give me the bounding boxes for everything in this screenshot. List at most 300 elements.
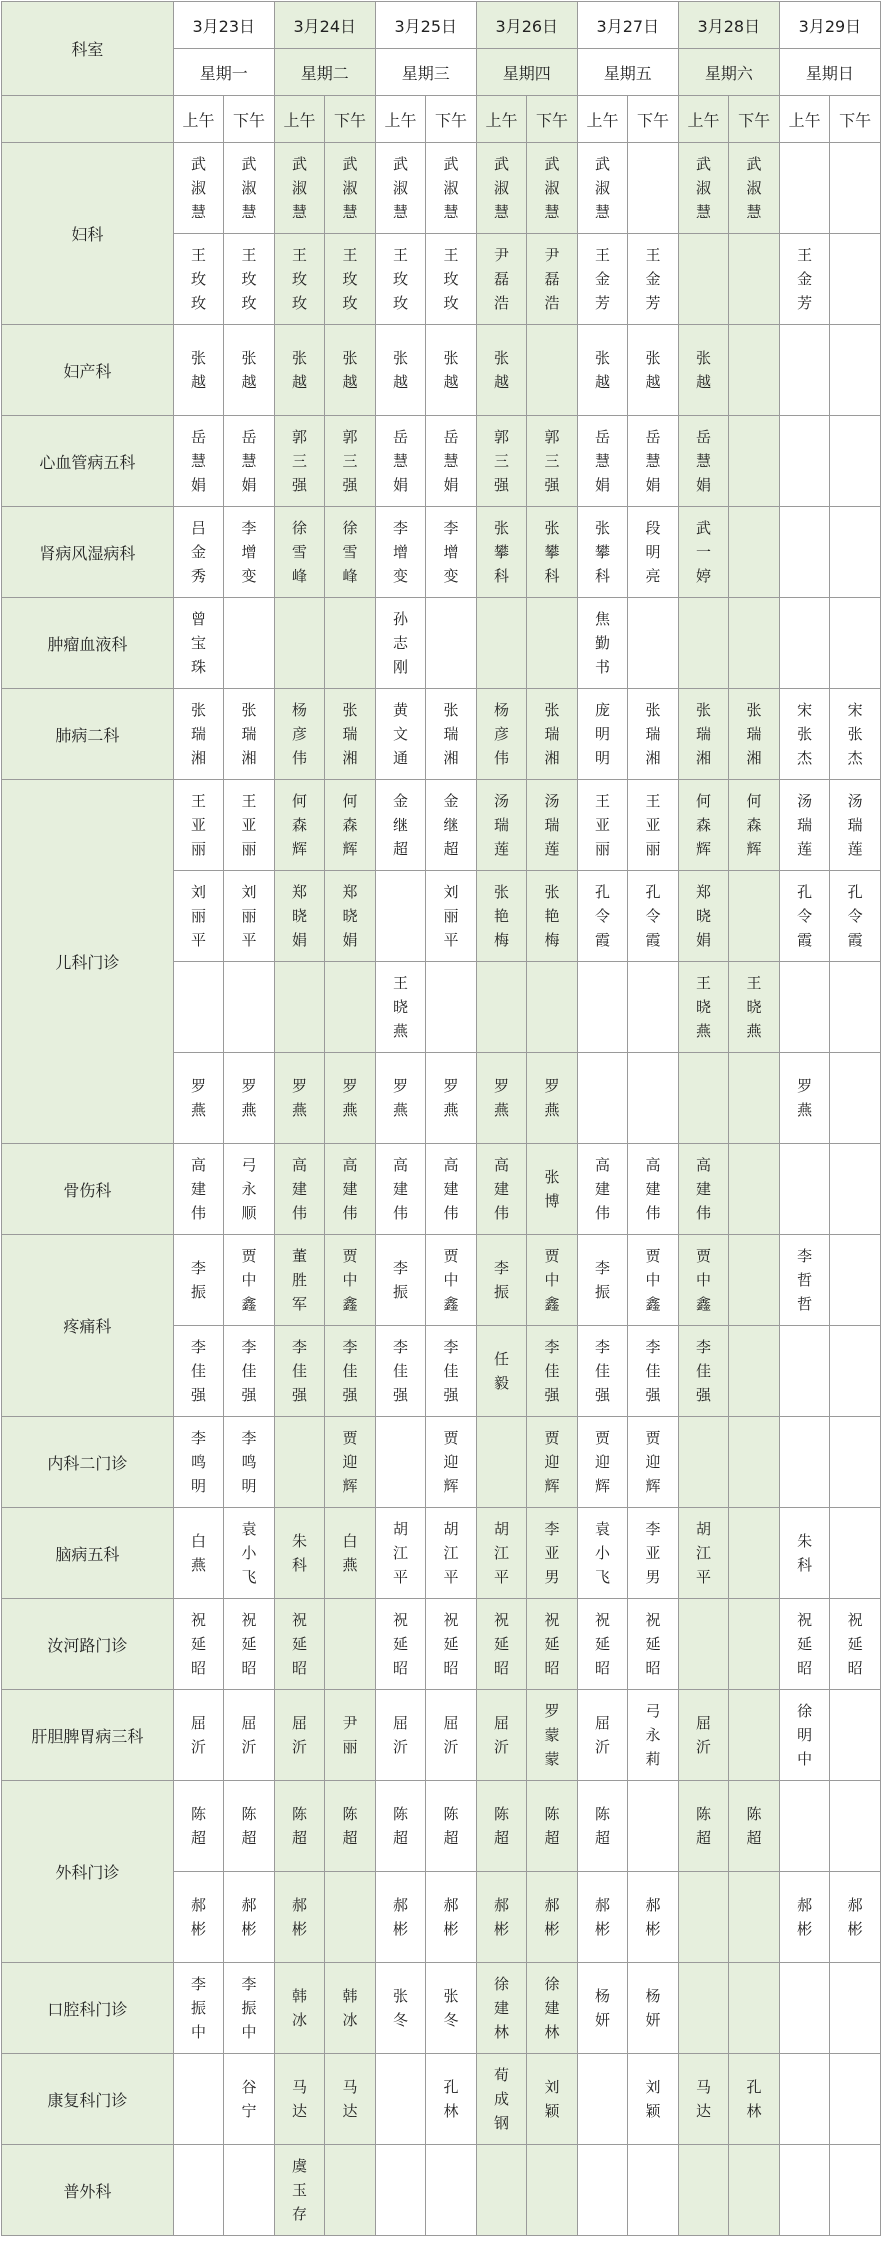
doctor-name: 李佳强 [342, 1338, 358, 1404]
department-name: 普外科 [2, 2145, 174, 2236]
roster-body [2, 2, 881, 2236]
weekday-header: 星期二 [274, 49, 375, 96]
doctor-name: 武淑慧 [746, 155, 762, 221]
doctor-slot [173, 507, 224, 598]
doctor-slot [729, 507, 780, 598]
doctor-name: 王晓燕 [746, 974, 762, 1040]
doctor-name: 贾迎辉 [544, 1429, 560, 1495]
doctor-slot [527, 1144, 578, 1235]
doctor-name: 王亚丽 [645, 792, 661, 858]
doctor-name: 刘丽平 [443, 883, 459, 949]
doctor-name: 张越 [595, 349, 611, 391]
department-name: 口腔科门诊 [2, 1963, 174, 2054]
doctor-slot [779, 1690, 830, 1781]
doctor-slot [224, 1963, 275, 2054]
doctor-slot [527, 1872, 578, 1963]
doctor-slot [426, 1963, 477, 2054]
doctor-name: 胡江平 [443, 1520, 459, 1586]
doctor-slot [830, 416, 881, 507]
doctor-slot [830, 143, 881, 234]
department-name: 心血管病五科 [2, 416, 174, 507]
doctor-slot [426, 416, 477, 507]
doctor-slot [628, 234, 679, 325]
doctor-slot [628, 2054, 679, 2145]
doctor-name: 韩冰 [342, 1987, 358, 2029]
doctor-name: 武淑慧 [393, 155, 409, 221]
doctor-slot [628, 143, 679, 234]
doctor-slot [476, 1144, 527, 1235]
doctor-slot [779, 325, 830, 416]
doctor-name: 李佳强 [190, 1338, 206, 1404]
doctor-name: 李鸣明 [241, 1429, 257, 1495]
doctor-name: 郝彬 [595, 1896, 611, 1938]
doctor-slot [729, 1326, 780, 1417]
doctor-name: 刘丽平 [241, 883, 257, 949]
doctor-slot [476, 598, 527, 689]
doctor-name: 祝延昭 [291, 1611, 307, 1677]
doctor-name: 吕金秀 [190, 519, 206, 585]
doctor-slot [830, 1144, 881, 1235]
doctor-name: 李佳强 [645, 1338, 661, 1404]
doctor-slot [224, 1872, 275, 1963]
doctor-slot [224, 234, 275, 325]
doctor-slot [678, 325, 729, 416]
doctor-slot [779, 1599, 830, 1690]
doctor-name: 孔令霞 [645, 883, 661, 949]
doctor-name: 贾迎辉 [342, 1429, 358, 1495]
doctor-name: 屈沂 [696, 1714, 712, 1756]
doctor-slot [577, 871, 628, 962]
doctor-slot [274, 507, 325, 598]
doctor-name: 庞明明 [595, 701, 611, 767]
doctor-name: 高建伟 [494, 1156, 510, 1222]
doctor-name: 杨彦伟 [494, 701, 510, 767]
doctor-name: 贾中鑫 [696, 1247, 712, 1313]
doctor-slot [577, 1235, 628, 1326]
doctor-slot [729, 1053, 780, 1144]
doctor-slot [274, 1144, 325, 1235]
doctor-slot [830, 780, 881, 871]
doctor-slot [173, 1781, 224, 1872]
doctor-name: 李佳强 [544, 1338, 560, 1404]
doctor-name: 尹丽 [342, 1714, 358, 1756]
doctor-slot [527, 325, 578, 416]
doctor-slot [830, 1872, 881, 1963]
doctor-name: 郝彬 [797, 1896, 813, 1938]
doctor-name: 陈超 [494, 1805, 510, 1847]
doctor-name: 王金芳 [595, 246, 611, 312]
doctor-slot [779, 1326, 830, 1417]
doctor-slot [628, 871, 679, 962]
doctor-slot [375, 2145, 426, 2236]
doctor-slot [729, 871, 780, 962]
doctor-name: 焦勤书 [595, 610, 611, 676]
doctor-slot [678, 1235, 729, 1326]
doctor-slot [577, 416, 628, 507]
dept-header-spacer [2, 96, 174, 143]
doctor-name: 王亚丽 [241, 792, 257, 858]
doctor-slot [224, 871, 275, 962]
doctor-slot [325, 143, 376, 234]
doctor-slot [678, 962, 729, 1053]
doctor-slot [173, 1235, 224, 1326]
doctor-slot [527, 780, 578, 871]
doctor-name: 孔林 [746, 2078, 762, 2120]
department-name: 内科二门诊 [2, 1417, 174, 1508]
schedule-row [2, 598, 881, 689]
doctor-slot [577, 234, 628, 325]
doctor-slot [274, 143, 325, 234]
doctor-name: 胡江平 [393, 1520, 409, 1586]
doctor-slot [325, 1235, 376, 1326]
doctor-slot [476, 962, 527, 1053]
duty-roster-table [1, 1, 881, 2236]
doctor-name: 王玫玫 [393, 246, 409, 312]
doctor-slot [678, 598, 729, 689]
doctor-slot [729, 689, 780, 780]
doctor-name: 张瑞湘 [645, 701, 661, 767]
date-header: 3月23日 [173, 2, 274, 49]
doctor-slot [325, 598, 376, 689]
doctor-slot [476, 1508, 527, 1599]
header-halfday-row [2, 96, 881, 143]
doctor-slot [678, 1053, 729, 1144]
doctor-name: 祝延昭 [241, 1611, 257, 1677]
doctor-slot [779, 2145, 830, 2236]
doctor-slot [224, 2145, 275, 2236]
doctor-name: 虞玉存 [291, 2157, 307, 2223]
doctor-slot [577, 2145, 628, 2236]
doctor-name: 屈沂 [393, 1714, 409, 1756]
doctor-slot [729, 1508, 780, 1599]
doctor-name: 李哲哲 [797, 1247, 813, 1313]
doctor-slot [476, 1690, 527, 1781]
doctor-name: 袁小飞 [241, 1520, 257, 1586]
doctor-slot [729, 1690, 780, 1781]
doctor-name: 罗燕 [393, 1077, 409, 1119]
doctor-slot [274, 2054, 325, 2145]
doctor-slot [426, 234, 477, 325]
doctor-name: 段明亮 [645, 519, 661, 585]
doctor-slot [830, 1326, 881, 1417]
doctor-slot [678, 143, 729, 234]
doctor-name: 张冬 [393, 1987, 409, 2029]
doctor-name: 屈沂 [190, 1714, 206, 1756]
doctor-name: 胡江平 [494, 1520, 510, 1586]
doctor-name: 罗燕 [544, 1077, 560, 1119]
doctor-slot [426, 1417, 477, 1508]
doctor-slot [830, 962, 881, 1053]
doctor-name: 岳慧娟 [443, 428, 459, 494]
doctor-slot [375, 1690, 426, 1781]
doctor-name: 陈超 [443, 1805, 459, 1847]
doctor-slot [375, 780, 426, 871]
doctor-slot [426, 325, 477, 416]
doctor-name: 罗燕 [190, 1077, 206, 1119]
doctor-slot [274, 871, 325, 962]
doctor-slot [779, 2054, 830, 2145]
doctor-name: 孔令霞 [797, 883, 813, 949]
doctor-slot [577, 962, 628, 1053]
doctor-slot [173, 1144, 224, 1235]
doctor-slot [678, 1417, 729, 1508]
doctor-name: 陈超 [595, 1805, 611, 1847]
doctor-name: 张越 [443, 349, 459, 391]
doctor-name: 宋张杰 [797, 701, 813, 767]
doctor-name: 刘颖 [645, 2078, 661, 2120]
doctor-slot [325, 1326, 376, 1417]
doctor-slot [476, 1053, 527, 1144]
doctor-slot [375, 143, 426, 234]
doctor-slot [577, 1872, 628, 1963]
doctor-name: 张越 [342, 349, 358, 391]
doctor-name: 张瑞湘 [696, 701, 712, 767]
doctor-slot [375, 416, 426, 507]
doctor-slot [173, 234, 224, 325]
doctor-slot [678, 1690, 729, 1781]
doctor-name: 袁小飞 [595, 1520, 611, 1586]
am-header: 上午 [678, 96, 729, 143]
doctor-slot [830, 689, 881, 780]
doctor-name: 杨妍 [595, 1987, 611, 2029]
doctor-slot [426, 689, 477, 780]
doctor-name: 徐建林 [544, 1975, 560, 2041]
doctor-name: 李佳强 [696, 1338, 712, 1404]
doctor-name: 王玫玫 [241, 246, 257, 312]
doctor-name: 马达 [291, 2078, 307, 2120]
doctor-slot [325, 1690, 376, 1781]
date-header: 3月28日 [678, 2, 779, 49]
doctor-slot [224, 143, 275, 234]
doctor-slot [375, 1963, 426, 2054]
doctor-name: 胡江平 [696, 1520, 712, 1586]
doctor-slot [628, 1690, 679, 1781]
doctor-slot [173, 143, 224, 234]
doctor-slot [173, 1508, 224, 1599]
date-header: 3月26日 [476, 2, 577, 49]
doctor-name: 岳慧娟 [241, 428, 257, 494]
doctor-slot [476, 507, 527, 598]
doctor-slot [375, 1144, 426, 1235]
doctor-slot [830, 507, 881, 598]
doctor-slot [173, 1053, 224, 1144]
doctor-name: 郝彬 [847, 1896, 863, 1938]
doctor-name: 王玫玫 [443, 246, 459, 312]
doctor-slot [628, 1599, 679, 1690]
doctor-slot [729, 1781, 780, 1872]
am-header: 上午 [476, 96, 527, 143]
doctor-name: 汤瑞莲 [494, 792, 510, 858]
doctor-slot [527, 1599, 578, 1690]
doctor-name: 马达 [696, 2078, 712, 2120]
doctor-name: 马达 [342, 2078, 358, 2120]
pm-header: 下午 [325, 96, 376, 143]
schedule-row [2, 1781, 881, 1872]
doctor-slot [224, 1144, 275, 1235]
doctor-slot [325, 1417, 376, 1508]
doctor-name: 陈超 [393, 1805, 409, 1847]
pm-header: 下午 [628, 96, 679, 143]
doctor-name: 弓永顺 [241, 1156, 257, 1222]
doctor-name: 祝延昭 [190, 1611, 206, 1677]
doctor-name: 郑晓娟 [696, 883, 712, 949]
doctor-slot [729, 598, 780, 689]
doctor-name: 罗燕 [241, 1077, 257, 1119]
doctor-name: 宋张杰 [847, 701, 863, 767]
doctor-slot [729, 780, 780, 871]
doctor-name: 白燕 [342, 1532, 358, 1574]
doctor-slot [173, 416, 224, 507]
schedule-row [2, 2145, 881, 2236]
doctor-name: 张越 [645, 349, 661, 391]
doctor-name: 张瑞湘 [443, 701, 459, 767]
doctor-name: 李振中 [241, 1975, 257, 2041]
doctor-slot [678, 689, 729, 780]
doctor-name: 张冬 [443, 1987, 459, 2029]
doctor-slot [779, 1417, 830, 1508]
doctor-name: 王晓燕 [393, 974, 409, 1040]
doctor-slot [830, 871, 881, 962]
doctor-name: 李增变 [241, 519, 257, 585]
doctor-name: 汤瑞莲 [544, 792, 560, 858]
doctor-name: 贾中鑫 [443, 1247, 459, 1313]
doctor-name: 郝彬 [443, 1896, 459, 1938]
doctor-slot [274, 1235, 325, 1326]
doctor-slot [426, 2145, 477, 2236]
department-name: 妇科 [2, 143, 174, 325]
doctor-name: 郭三强 [544, 428, 560, 494]
doctor-name: 郝彬 [291, 1896, 307, 1938]
doctor-name: 谷宁 [241, 2078, 257, 2120]
doctor-slot [628, 1053, 679, 1144]
doctor-slot [779, 1781, 830, 1872]
doctor-name: 刘丽平 [190, 883, 206, 949]
doctor-slot [729, 325, 780, 416]
doctor-name: 郑晓娟 [291, 883, 307, 949]
doctor-name: 杨彦伟 [291, 701, 307, 767]
weekday-header: 星期五 [577, 49, 678, 96]
doctor-slot [173, 1872, 224, 1963]
doctor-slot [274, 780, 325, 871]
doctor-slot [173, 962, 224, 1053]
doctor-slot [577, 325, 628, 416]
doctor-slot [375, 598, 426, 689]
doctor-slot [577, 1326, 628, 1417]
doctor-slot [375, 689, 426, 780]
doctor-slot [325, 962, 376, 1053]
doctor-slot [779, 598, 830, 689]
doctor-slot [628, 1144, 679, 1235]
doctor-name: 武淑慧 [190, 155, 206, 221]
doctor-slot [527, 689, 578, 780]
doctor-name: 武淑慧 [342, 155, 358, 221]
doctor-slot [375, 1872, 426, 1963]
doctor-slot [224, 416, 275, 507]
doctor-name: 岳慧娟 [393, 428, 409, 494]
doctor-name: 贾中鑫 [342, 1247, 358, 1313]
doctor-slot [325, 2145, 376, 2236]
schedule-row [2, 689, 881, 780]
doctor-slot [224, 1781, 275, 1872]
doctor-slot [678, 1963, 729, 2054]
doctor-slot [274, 962, 325, 1053]
doctor-slot [224, 962, 275, 1053]
date-header: 3月27日 [577, 2, 678, 49]
doctor-slot [426, 143, 477, 234]
doctor-name: 尹磊浩 [544, 246, 560, 312]
doctor-name: 张越 [393, 349, 409, 391]
doctor-name: 郝彬 [544, 1896, 560, 1938]
pm-header: 下午 [830, 96, 881, 143]
doctor-name: 曾宝珠 [190, 610, 206, 676]
doctor-slot [527, 2054, 578, 2145]
doctor-slot [274, 416, 325, 507]
doctor-name: 屈沂 [494, 1714, 510, 1756]
doctor-slot [830, 2054, 881, 2145]
doctor-name: 徐建林 [494, 1975, 510, 2041]
doctor-slot [325, 325, 376, 416]
schedule-row [2, 507, 881, 598]
doctor-slot [426, 1872, 477, 1963]
doctor-name: 张瑞湘 [241, 701, 257, 767]
doctor-slot [224, 1053, 275, 1144]
doctor-name: 张瑞湘 [746, 701, 762, 767]
doctor-name: 尹磊浩 [494, 246, 510, 312]
doctor-slot [426, 1326, 477, 1417]
doctor-name: 屈沂 [443, 1714, 459, 1756]
doctor-slot [325, 780, 376, 871]
doctor-name: 郭三强 [291, 428, 307, 494]
doctor-name: 岳慧娟 [645, 428, 661, 494]
doctor-slot [678, 1144, 729, 1235]
doctor-slot [375, 2054, 426, 2145]
doctor-name: 黄文通 [393, 701, 409, 767]
doctor-slot [476, 325, 527, 416]
doctor-name: 李振 [393, 1259, 409, 1301]
doctor-name: 李鸣明 [190, 1429, 206, 1495]
doctor-name: 岳慧娟 [696, 428, 712, 494]
doctor-slot [476, 2145, 527, 2236]
doctor-name: 张越 [190, 349, 206, 391]
doctor-name: 徐明中 [797, 1702, 813, 1768]
doctor-name: 张博 [544, 1168, 560, 1210]
department-name: 外科门诊 [2, 1781, 174, 1963]
doctor-slot [426, 1690, 477, 1781]
doctor-slot [325, 234, 376, 325]
doctor-name: 荀成钢 [494, 2066, 510, 2132]
doctor-name: 贾迎辉 [595, 1429, 611, 1495]
doctor-slot [426, 962, 477, 1053]
doctor-slot [628, 1872, 679, 1963]
doctor-slot [375, 1599, 426, 1690]
doctor-slot [678, 234, 729, 325]
doctor-slot [173, 1417, 224, 1508]
doctor-slot [274, 1599, 325, 1690]
doctor-name: 罗燕 [291, 1077, 307, 1119]
doctor-slot [678, 507, 729, 598]
doctor-slot [628, 1508, 679, 1599]
doctor-slot [729, 2054, 780, 2145]
doctor-slot [173, 1963, 224, 2054]
doctor-slot [678, 2054, 729, 2145]
doctor-slot [173, 1326, 224, 1417]
schedule-row [2, 1599, 881, 1690]
doctor-slot [375, 871, 426, 962]
doctor-name: 杨妍 [645, 1987, 661, 2029]
doctor-name: 王金芳 [645, 246, 661, 312]
doctor-slot [274, 1508, 325, 1599]
department-name: 肿瘤血液科 [2, 598, 174, 689]
